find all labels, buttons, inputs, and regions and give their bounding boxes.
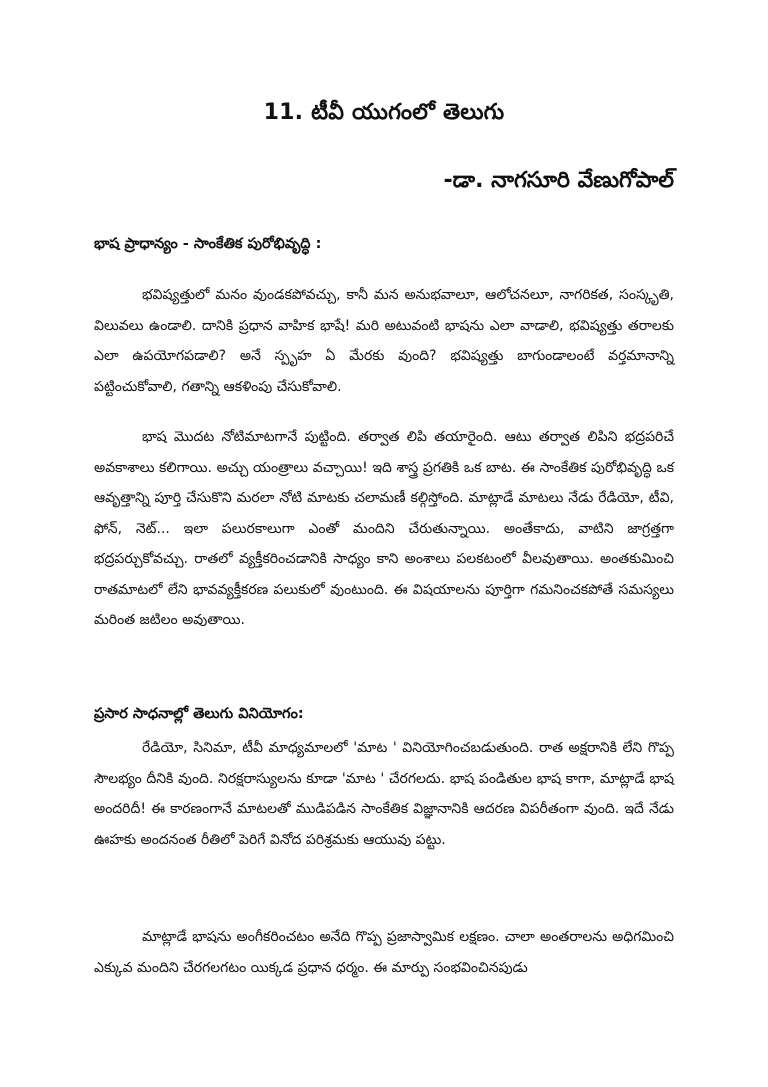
paragraph-media-speech: రేడియో, సినిమా, టీవీ మాధ్యమాలలో 'మాట ' వినియోగించబడుతుంది. రాత అక్షరానికి లేని గొప్ప సౌలభ్యం దీనికి వుంది. నిరక్షరాస్యులను కూడా 'మాట ' చేరగలదు. భాష పండితుల భాష కాగా, మాట్లాడే భాష అందరిదీ! ఈ కారణంగానే మాటలతో ముడిపడిన సాంకేతిక విజ్ఞానానికి ఆదరణ విపరీతంగా వుంది. ఇదే నేడు ఊహకు అందనంత రీతిలో పెరిగే వినోద పరిశ్రమకు ఆయువు పట్టు. bbox=[94, 740, 674, 848]
author-byline: -డా. నాగసూరి వేణుగోపాల్ bbox=[443, 168, 674, 193]
paragraph-democratic-language: మాట్లాడే భాషను అంగీకరించటం అనేది గొప్ప ప్రజాస్వామిక లక్షణం. చాలా అంతరాలను అధిగమించి ఎక్కువ మందిని చేరగలగటం యిక్కడ ప్రధాన ధర్మం. ఈ మార్పు సంభవించినపుడు bbox=[94, 929, 674, 976]
section-heading-media-telugu: ప్రసార సాధనాల్లో తెలుగు వినియోగం: bbox=[94, 706, 304, 722]
section-heading-language-importance: భాష ప్రాధాన్యం - సాంకేతిక పురోభివృద్ధి : bbox=[94, 236, 322, 252]
paragraph-spoken-word-origin: భాష మొదట నోటిమాటగానే పుట్టింది. తర్వాత లిపి తయారైంది. ఆటు తర్వాత లిపిని భద్రపరిచే అవకాశాలు కలిగాయి. అచ్చు యంత్రాలు వచ్చాయి! ఇది శాస్త్ర ప్రగతికి ఒక బాట. ఈ సాంకేతిక పురోభివృద్ధి ఒక ఆవృత్తాన్ని పూర్తి చేసుకొని మరలా నోటి మాటకు చలామణీ కల్గిస్తోంది. మాట్లాడే మాటలు నేడు రేడియో, టీవి, ఫోన్, నెట్... ఇలా పలురకాలుగా ఎంతో మందిని చేరుతున్నాయి. అంతేకాదు, వాటిని జాగ్రత్తగా భద్రపర్చుకోవచ్చు. రాతలో వ్యక్తీకరించడానికి సాధ్యం కాని అంశాలు పలకటంలో వీలవుతాయి. అంతకుమించి రాతమాటలో లేని భావవ్యక్తీకరణ పలుకులో వుంటుంది. ఈ విషయాలను పూర్తిగా గమనించకపోతే సమస్యలు మరింత జటిలం అవుతాయి. bbox=[94, 429, 674, 628]
page-title: 11. టీవీ యుగంలో తెలుగు bbox=[263, 100, 505, 125]
paragraph-future-language: భవిష్యత్తులో మనం వుండకపోవచ్చు, కానీ మన అనుభవాలూ, ఆలోచనలూ, నాగరికత, సంస్కృతి, విలువలు ఉండాలి. దానికి ప్రధాన వాహిక భాషే! మరి అటువంటి భాషను ఎలా వాడాలి, భవిష్యత్తు తరాలకు ఎలా ఉపయోగపడాలి? అనే స్పృహ ఏ మేరకు వుంది? భవిష్యత్తు బాగుండాలంటే వర్తమానాన్ని పట్టించుకోవాలి, గతాన్ని ఆకళింపు చేసుకోవాలి. bbox=[94, 287, 674, 395]
